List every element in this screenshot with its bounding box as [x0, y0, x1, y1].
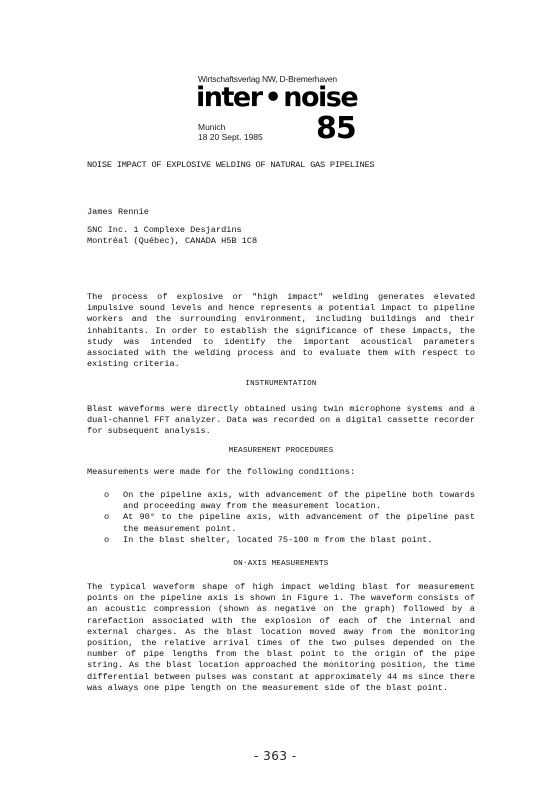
author-name: James Rennie	[87, 207, 149, 217]
page-number: - 363 -	[254, 749, 297, 763]
list-item	[104, 490, 475, 512]
author-affiliation	[87, 225, 475, 247]
inter-noise-logo	[196, 84, 357, 112]
conditions-list	[104, 490, 475, 546]
section-heading-instrumentation: INSTRUMENTATION	[245, 380, 317, 388]
abstract-paragraph: The process of explosive or "high impact" welding generates elevated impulsive sound levels and hence represents a potential impact to pipeline workers and the surrounding environment, including buildings and their inhabitants. In order to establish the significance of these impacts, the study was intended to identify the important acoustical parameters associated with the welding process and to evaluate them with respect to existing criteria.	[87, 292, 475, 370]
logo-inter: inter	[196, 82, 262, 113]
bullet-marker: o	[104, 512, 110, 523]
publisher-line: Wirtschaftsverlag NW, D-Bremerhaven	[198, 74, 337, 84]
conference-location	[198, 122, 263, 142]
conference-year: 85	[316, 111, 356, 146]
list-item-text: At 90° to the pipeline axis, with advancement of the pipeline past the measurement point.	[123, 512, 475, 534]
conference-city: Munich	[198, 122, 226, 132]
list-item-text: In the blast shelter, located 75-100 m from the blast point.	[123, 534, 433, 545]
conference-masthead	[196, 74, 368, 146]
bullet-marker: o	[104, 534, 110, 545]
bullet-marker: o	[104, 490, 110, 500]
affiliation-line: SNC Inc. 1 Complexe Desjardins	[87, 225, 242, 235]
affiliation-line: Montréal (Québec), CANADA H5B 1C8	[87, 236, 258, 247]
section-heading-procedures: MEASUREMENT PROCEDURES	[228, 447, 334, 455]
conference-dates: 18 20 Sept. 1985	[198, 132, 263, 142]
list-item-text: On the pipeline axis, with advancement of the pipeline both towards and proceeding away from the measurement location.	[123, 490, 475, 512]
procedures-intro: Measurements were made for the following conditions:	[87, 467, 356, 477]
list-item	[104, 512, 475, 534]
on-axis-paragraph: The typical waveform shape of high impact welding blast for measurement points on the pipeline axis is shown in Figure 1. The waveform consists of an acoustic compression (shown as negative on the graph) followed by a rarefaction associated with the explosion of each of the internal and external charges. As the blast location moved away from the monitoring position, the relative arrival times of the two pulses depended on the number of pipe lengths from the blast point to the origin of the pipe string. As the blast location approached the monitoring position, the time differential between pulses was constant at approximately 44 ms since there was always one pipe length on the measurement side of the blast point.	[87, 582, 475, 693]
list-item	[104, 535, 475, 546]
paper-title: NOISE IMPACT OF EXPLOSIVE WELDING OF NATURAL GAS PIPELINES	[87, 160, 375, 170]
instrumentation-paragraph: Blast waveforms were directly obtained using twin microphone systems and a dual-channel FFT analyzer. Data was recorded on a digital cassette recorder for subsequent analysis.	[87, 404, 475, 437]
section-heading-on-axis: ON-AXIS MEASUREMENTS	[233, 560, 329, 568]
logo-noise: noise	[283, 82, 358, 113]
logo-dot: •	[264, 82, 281, 113]
